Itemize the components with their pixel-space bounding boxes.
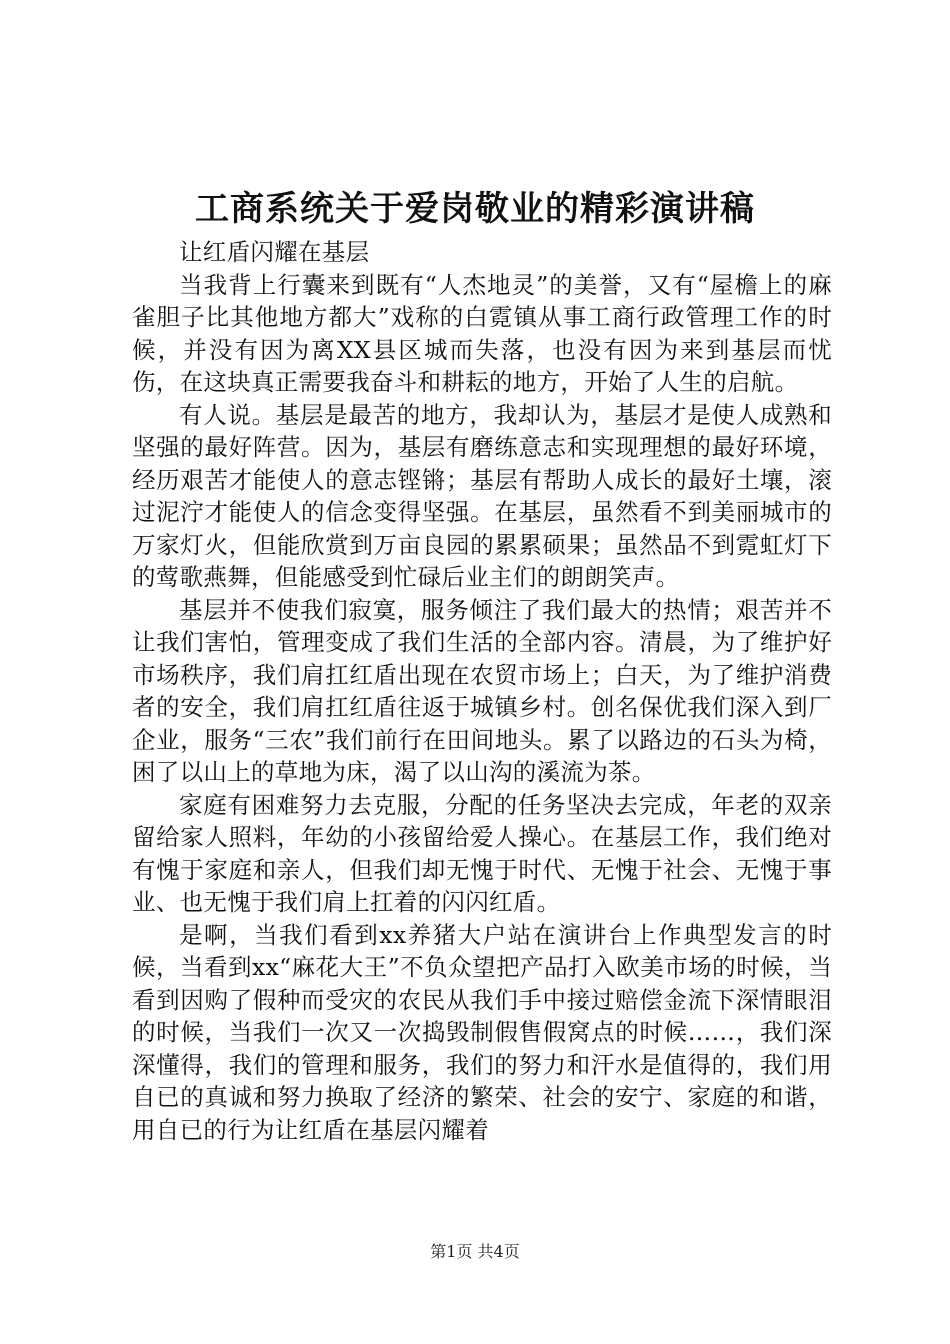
paragraph: 家庭有困难努力去克服，分配的任务坚决去完成，年老的双亲留给家人照料，年幼的小孩留给爱人操心。在基层工作，我们绝对有愧于家庭和亲人，但我们却无愧于时代、无愧于社会、无愧于事业、也无愧于我们肩上扛着的闪闪红盾。: [132, 790, 832, 916]
paragraph: 当我背上行囊来到既有“人杰地灵”的美誉，又有“屋檐上的麻雀胆子比其他地方都大”戏称的白霓镇从事工商行政管理工作的时候，并没有因为离XX县区城而失落，也没有因为来到基层而忧伤，在这块真正需要我奋斗和耕耘的地方，开始了人生的启航。: [132, 270, 832, 396]
paragraph: 基层并不使我们寂寞，服务倾注了我们最大的热情；艰苦并不让我们害怕，管理变成了我们生活的全部内容。清晨，为了维护好市场秩序，我们肩扛红盾出现在农贸市场上；白天，为了维护消费者的安全，我们肩扛红盾往返于城镇乡村。创名保优我们深入到厂企业，服务“三农”我们前行在田间地头。累了以路边的石头为椅，困了以山上的草地为床，渴了以山沟的溪流为茶。: [132, 595, 832, 786]
paragraph: 是啊，当我们看到xx养猪大户站在演讲台上作典型发言的时候，当看到xx“麻花大王”不负众望把产品打入欧美市场的时候，当看到因购了假种而受灾的农民从我们手中接过赔偿金流下深情眼泪的时候，当我们一次又一次捣毁制假售假窝点的时候……，我们深深懂得，我们的管理和服务，我们的努力和汗水是值得的，我们用自已的真诚和努力换取了经济的繁荣、社会的安宁、家庭的和谐，用自已的行为让红盾在基层闪耀着: [132, 920, 832, 1144]
page-footer: 第1页 共4页: [430, 1242, 520, 1261]
document-subtitle: 让红盾闪耀在基层: [179, 238, 370, 266]
paragraph: 有人说。基层是最苦的地方，我却认为，基层才是使人成熟和坚强的最好阵营。因为，基层有磨练意志和实现理想的最好环境，经历艰苦才能使人的意志铿锵；基层有帮助人成长的最好土壤，滚过泥泞才能使人的信念变得坚强。在基层，虽然看不到美丽城市的万家灯火，但能欣赏到万亩良园的累累硕果；虽然品不到霓虹灯下的莺歌燕舞，但能感受到忙碌后业主们的朗朗笑声。: [132, 400, 832, 591]
document-title: 工商系统关于爱岗敬业的精彩演讲稿: [195, 189, 755, 229]
document-body: [132, 236, 832, 1146]
